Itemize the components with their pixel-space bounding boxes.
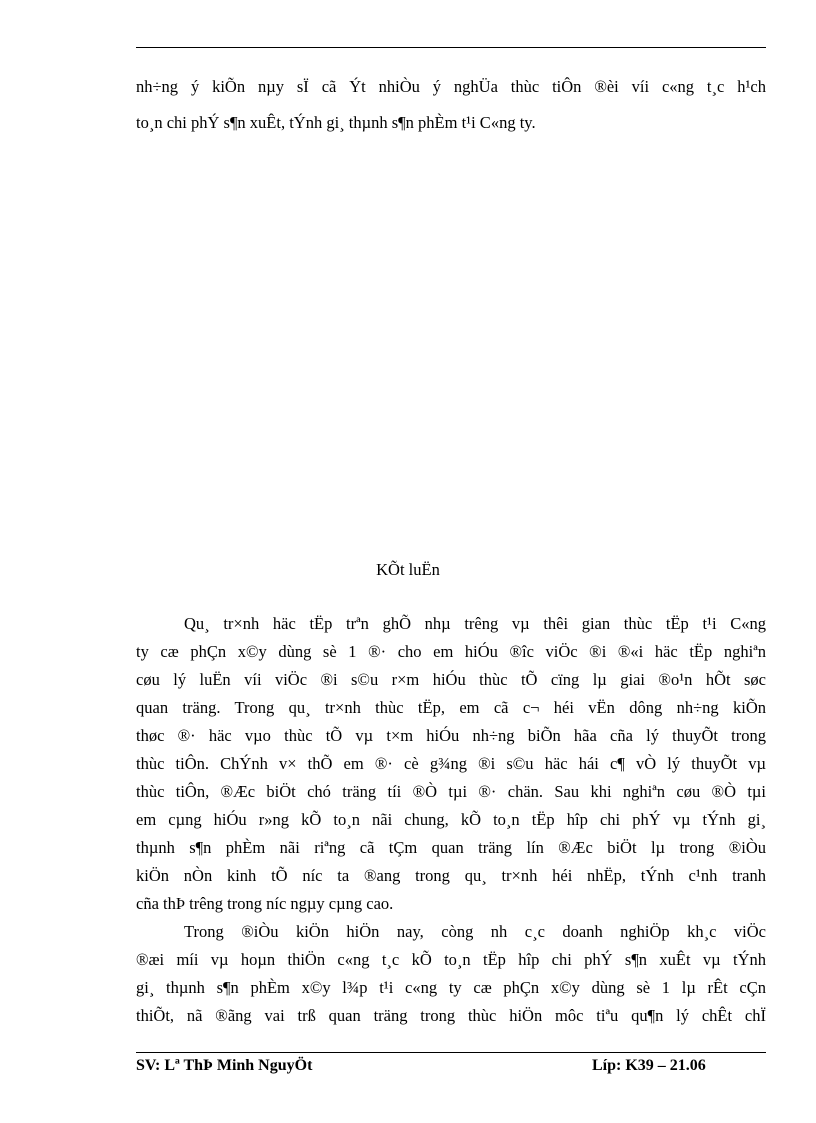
paragraph-line: kiÖn nÒn kinh tÕ níc ta ®ang trong qu¸ tr×nh héi nhËp, tÝnh c¹nh tranh <box>136 866 766 885</box>
paragraph-line: thiÕt, nã ®ãng vai trß quan träng trong thùc hiÖn môc tiªu qu¶n lý chÊt chÏ <box>136 1006 766 1025</box>
paragraph-line: em cµng hiÓu r»ng kÕ to¸n nãi chung, kÕ to¸n tËp hîp chi phÝ vµ tÝnh gi¸ <box>136 810 766 829</box>
footer-student: SV: Lª ThÞ Minh NguyÖt <box>136 1057 313 1074</box>
paragraph-line: ty cæ phÇn x©y dùng sè 1 ®· cho em hiÓu ®îc viÖc ®i ®«i häc tËp nghiªn <box>136 642 766 661</box>
footer-rule <box>136 1052 766 1053</box>
intro-line: to¸n chi phÝ s¶n xuÊt, tÝnh gi¸ thµnh s¶n phÈm t¹i C«ng ty. <box>136 113 536 132</box>
intro-line: nh÷ng ý kiÕn nµy sÏ cã Ýt nhiÒu ý nghÜa thùc tiÔn ®èi víi c«ng t¸c h¹ch <box>136 77 766 96</box>
paragraph-line: thµnh s¶n phÈm nãi riªng cã tÇm quan träng lín ®Æc biÖt lµ trong ®iÒu <box>136 838 766 857</box>
paragraph-line: thøc ®· häc vµo thùc tÕ vµ t×m hiÓu nh÷ng biÕn hãa cña lý thuyÕt trong <box>136 726 766 745</box>
paragraph-line: Trong ®iÒu kiÖn hiÖn nay, còng nh c¸c doanh nghiÖp kh¸c viÖc <box>184 922 766 941</box>
paragraph-line: gi¸ thµnh s¶n phÈm x©y l¾p t¹i c«ng ty cæ phÇn x©y dùng sè 1 lµ rÊt cÇn <box>136 978 766 997</box>
paragraph-line: ®æi míi vµ hoµn thiÖn c«ng t¸c kÕ to¸n tËp hîp chi phÝ s¶n xuÊt vµ tÝnh <box>136 950 766 969</box>
paragraph-line: Qu¸ tr×nh häc tËp trªn ghÕ nhµ trêng vµ thêi gian thùc tËp t¹i C«ng <box>184 614 766 633</box>
paragraph-line: cøu lý luËn víi viÖc ®i s©u r×m hiÓu thùc tÕ cïng lµ giai ®o¹n hÕt søc <box>136 670 766 689</box>
paragraph-line: cña thÞ trêng trong níc ngµy cµng cao. <box>136 894 394 913</box>
paragraph-line: thùc tiÔn. ChÝnh v× thÕ em ®· cè g¾ng ®i s©u häc hái c¶ vÒ lý thuyÕt vµ <box>136 754 766 773</box>
paragraph-line: quan träng. Trong qu¸ tr×nh thùc tËp, em cã c¬ héi vËn dông nh÷ng kiÕn <box>136 698 766 717</box>
footer-class: Líp: K39 – 21.06 <box>592 1057 706 1074</box>
section-title: KÕt luËn <box>376 560 440 579</box>
paragraph-line: thùc tiÔn, ®Æc biÖt chó träng tíi ®Ò tµi ®· chän. Sau khi nghiªn cøu ®Ò tµi <box>136 782 766 801</box>
header-rule <box>136 47 766 48</box>
